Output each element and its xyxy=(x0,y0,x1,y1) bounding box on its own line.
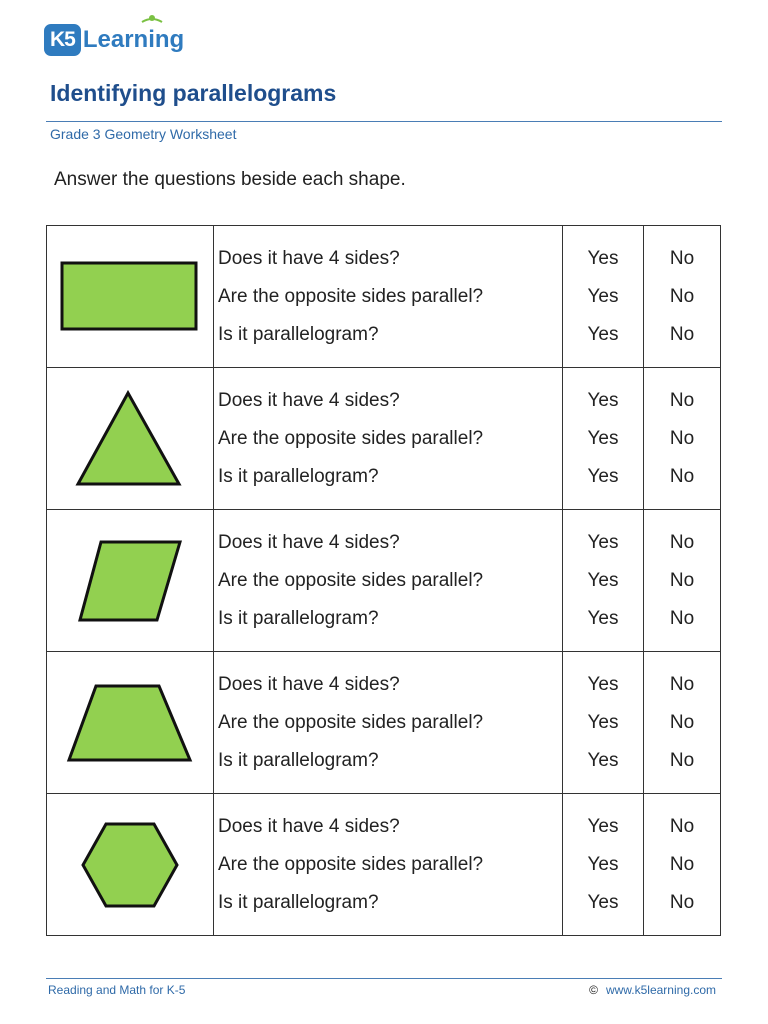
question-text: Does it have 4 sides? xyxy=(218,389,400,411)
question-text: Are the opposite sides parallel? xyxy=(218,853,484,875)
yes-option[interactable]: Yes xyxy=(587,711,619,733)
triangle-outline xyxy=(78,393,179,484)
no-option[interactable]: No xyxy=(669,465,695,487)
footer-tagline: Reading and Math for K-5 xyxy=(48,983,186,997)
no-option[interactable]: No xyxy=(669,853,695,875)
yes-option[interactable]: Yes xyxy=(587,465,619,487)
no-option-cell xyxy=(644,794,721,936)
question-text: Is it parallelogram? xyxy=(218,749,379,771)
question-text-cell xyxy=(214,226,563,368)
no-option[interactable]: No xyxy=(669,711,695,733)
no-option[interactable]: No xyxy=(669,285,695,307)
yes-option-cell xyxy=(563,368,644,510)
yes-option[interactable]: Yes xyxy=(587,607,619,629)
worksheet-row xyxy=(47,226,721,368)
page-subtitle: Grade 3 Geometry Worksheet xyxy=(50,126,237,142)
no-option[interactable]: No xyxy=(669,389,695,411)
question-text: Does it have 4 sides? xyxy=(218,673,400,695)
shape-cell xyxy=(47,368,214,510)
yes-option[interactable]: Yes xyxy=(587,853,619,875)
no-option-cell xyxy=(644,226,721,368)
logo-learning-text: Learning xyxy=(82,26,185,53)
k5-logo xyxy=(44,22,184,58)
no-option[interactable]: No xyxy=(669,891,695,913)
yes-option-cell xyxy=(563,794,644,936)
worksheet-row xyxy=(47,794,721,936)
logo-figure-icon xyxy=(140,14,164,28)
yes-option-cell xyxy=(563,652,644,794)
no-option[interactable]: No xyxy=(669,749,695,771)
worksheet-table xyxy=(46,225,721,936)
no-option-cell xyxy=(644,652,721,794)
hexagon-shape xyxy=(80,820,180,910)
yes-option-cell xyxy=(563,510,644,652)
question-text: Does it have 4 sides? xyxy=(218,815,400,837)
worksheet-row xyxy=(47,510,721,652)
yes-option[interactable]: Yes xyxy=(587,531,619,553)
question-text: Are the opposite sides parallel? xyxy=(218,285,484,307)
question-text: Does it have 4 sides? xyxy=(218,531,400,553)
logo-k5-badge: K5 xyxy=(44,24,81,56)
no-option-cell xyxy=(644,368,721,510)
parallelogram-shape xyxy=(77,539,183,623)
question-text: Is it parallelogram? xyxy=(218,607,379,629)
question-text-cell xyxy=(214,368,563,510)
shape-cell xyxy=(47,652,214,794)
yes-option[interactable]: Yes xyxy=(587,427,619,449)
shape-cell xyxy=(47,226,214,368)
yes-option[interactable]: Yes xyxy=(587,749,619,771)
yes-option[interactable]: Yes xyxy=(587,815,619,837)
shape-cell xyxy=(47,510,214,652)
rectangle-shape xyxy=(60,261,200,333)
footer-divider xyxy=(46,978,722,979)
hexagon-outline xyxy=(83,824,177,906)
footer-website xyxy=(589,983,716,997)
question-text: Are the opposite sides parallel? xyxy=(218,427,484,449)
page-title: Identifying parallelograms xyxy=(50,80,337,106)
trapezoid-outline xyxy=(69,686,190,760)
triangle-shape xyxy=(75,390,185,488)
question-text: Are the opposite sides parallel? xyxy=(218,711,484,733)
no-option[interactable]: No xyxy=(669,531,695,553)
instructions-text: Answer the questions beside each shape. xyxy=(54,169,406,190)
yes-option[interactable]: Yes xyxy=(587,389,619,411)
no-option[interactable]: No xyxy=(669,607,695,629)
rectangle-outline xyxy=(62,263,196,329)
worksheet-row xyxy=(47,652,721,794)
yes-option[interactable]: Yes xyxy=(587,285,619,307)
yes-option-cell xyxy=(563,226,644,368)
website-link[interactable]: www.k5learning.com xyxy=(605,983,716,997)
trapezoid-shape xyxy=(66,683,194,763)
no-option[interactable]: No xyxy=(669,815,695,837)
shape-cell xyxy=(47,794,214,936)
no-option[interactable]: No xyxy=(669,673,695,695)
copyright-symbol: © xyxy=(589,983,598,997)
yes-option[interactable]: Yes xyxy=(587,569,619,591)
no-option[interactable]: No xyxy=(669,323,695,345)
yes-option[interactable]: Yes xyxy=(587,891,619,913)
parallelogram-outline xyxy=(80,542,180,620)
header-divider xyxy=(46,121,722,122)
yes-option[interactable]: Yes xyxy=(587,673,619,695)
no-option-cell xyxy=(644,510,721,652)
yes-option[interactable]: Yes xyxy=(587,247,619,269)
question-text-cell xyxy=(214,652,563,794)
question-text-cell xyxy=(214,510,563,652)
question-text: Does it have 4 sides? xyxy=(218,247,400,269)
question-text: Are the opposite sides parallel? xyxy=(218,569,484,591)
worksheet-row xyxy=(47,368,721,510)
no-option[interactable]: No xyxy=(669,247,695,269)
no-option[interactable]: No xyxy=(669,569,695,591)
no-option[interactable]: No xyxy=(669,427,695,449)
question-text: Is it parallelogram? xyxy=(218,891,379,913)
question-text-cell xyxy=(214,794,563,936)
yes-option[interactable]: Yes xyxy=(587,323,619,345)
question-text: Is it parallelogram? xyxy=(218,323,379,345)
question-text: Is it parallelogram? xyxy=(218,465,379,487)
